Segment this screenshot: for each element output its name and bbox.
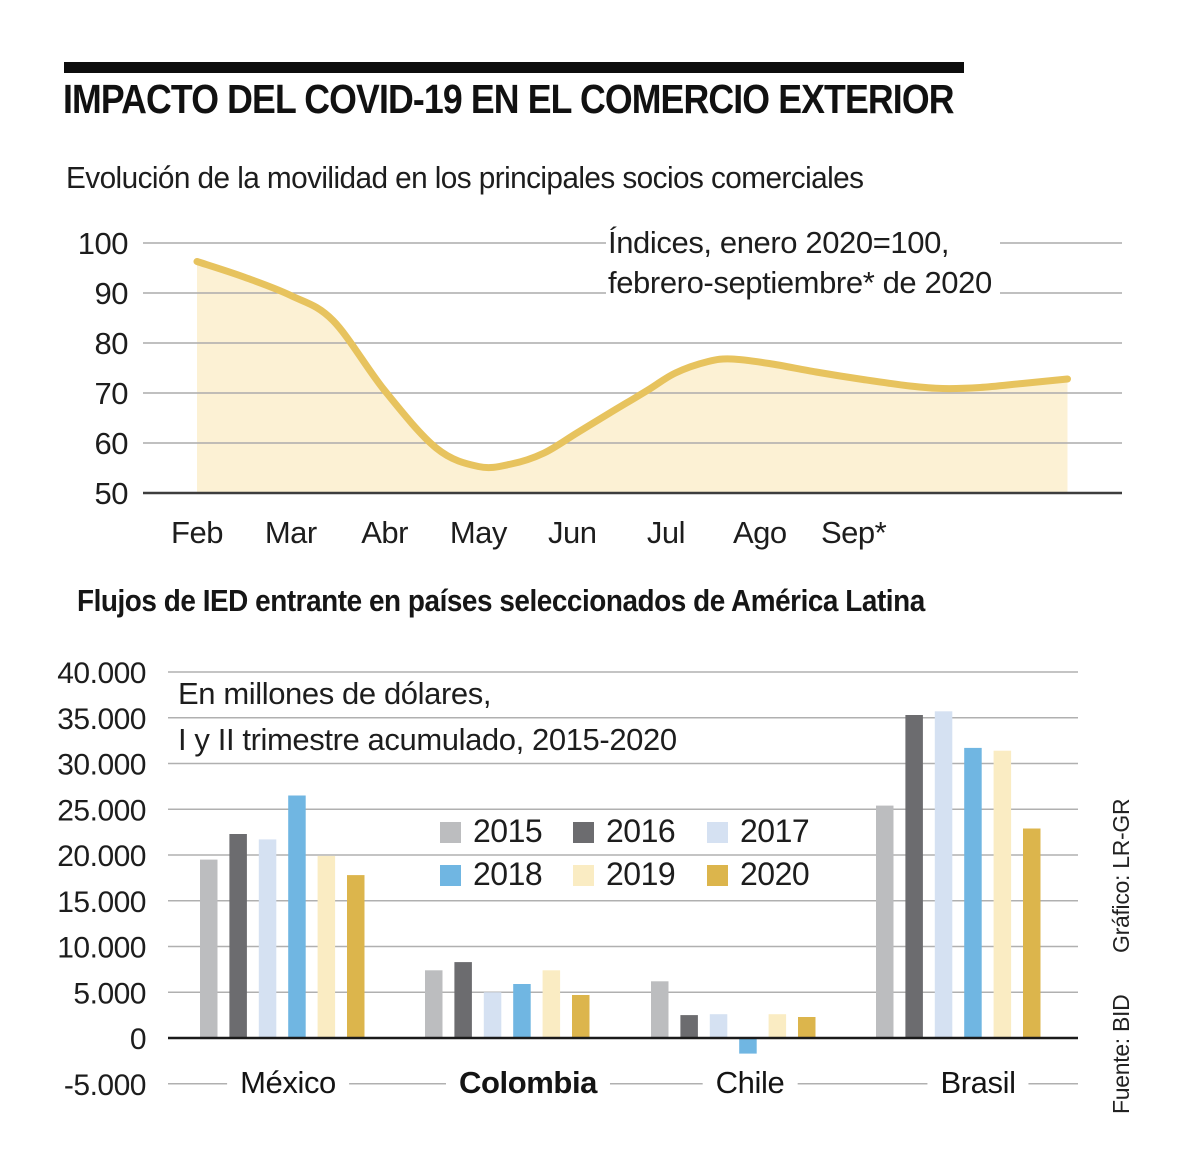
y-tick-label: 15.000	[57, 885, 146, 919]
credit-fuente: Fuente: BID	[1108, 994, 1134, 1114]
x-tick-label: Ago	[732, 515, 787, 550]
mobility-chart-note	[606, 221, 1000, 307]
title-accent-bar	[64, 62, 964, 73]
bar-Colombia-2018	[513, 984, 531, 1038]
mobility-note-line-2: febrero-septiembre* de 2020	[608, 265, 992, 300]
y-tick-label: 70	[94, 376, 128, 411]
bar-Colombia-2016	[454, 962, 472, 1038]
bar-Brasil-2020	[1023, 829, 1041, 1039]
x-tick-label: Mar	[264, 515, 317, 550]
mobility-chart	[0, 220, 1200, 570]
y-tick-label: 100	[77, 226, 128, 261]
bar-Colombia-2020	[572, 995, 590, 1038]
legend-label-2017: 2017	[740, 813, 810, 849]
bar-Colombia-2015	[425, 970, 443, 1038]
bar-Chile-2020	[798, 1017, 816, 1038]
bar-Chile-2018	[739, 1038, 757, 1054]
fdi-note-line-2: I y II trimestre acumulado, 2015-2020	[178, 722, 677, 757]
category-label-Brasil: Brasil	[927, 1064, 1028, 1101]
bar-México-2020	[347, 875, 365, 1038]
x-tick-label: May	[449, 515, 507, 550]
category-label-Colombia: Colombia	[446, 1064, 610, 1101]
bar-Brasil-2019	[994, 751, 1012, 1038]
credit-grafico: Gráfico: LR-GR	[1108, 798, 1134, 953]
mobility-note-line-1: Índices, enero 2020=100,	[608, 225, 950, 260]
legend-label-2016: 2016	[606, 813, 676, 849]
x-tick-label: Jun	[547, 515, 597, 550]
y-tick-label: -5.000	[63, 1068, 146, 1102]
legend-label-2019: 2019	[606, 856, 676, 892]
x-tick-label: Sep*	[820, 515, 887, 550]
bar-Chile-2016	[680, 1015, 698, 1038]
bar-México-2019	[318, 856, 336, 1038]
x-tick-label: Abr	[361, 515, 408, 550]
y-tick-label: 35.000	[57, 702, 146, 736]
y-tick-label: 60	[94, 426, 128, 461]
legend-label-2018: 2018	[473, 856, 543, 892]
bar-Colombia-2019	[543, 970, 561, 1038]
y-tick-label: 0	[129, 1023, 146, 1056]
y-tick-label: 90	[94, 276, 128, 311]
bar-Chile-2017	[710, 1014, 728, 1038]
y-tick-label: 10.000	[57, 931, 146, 965]
fdi-chart-title: Flujos de IED entrante en países seleccionados de América Latina	[77, 583, 925, 618]
fdi-chart-note	[178, 671, 677, 763]
bar-Brasil-2016	[905, 715, 923, 1038]
y-tick-label: 40.000	[57, 657, 146, 690]
legend-label-2020: 2020	[740, 856, 810, 892]
bar-México-2018	[288, 796, 306, 1039]
category-label-Chile: Chile	[703, 1064, 798, 1101]
mobility-chart-title: Evolución de la movilidad en los principales socios comerciales	[66, 160, 864, 195]
legend-label-2015: 2015	[473, 813, 543, 849]
bar-Brasil-2018	[964, 748, 982, 1038]
bar-Chile-2019	[769, 1014, 787, 1038]
bar-México-2016	[229, 834, 247, 1038]
x-tick-label: Feb	[171, 515, 223, 550]
fdi-note-line-1: En millones de dólares,	[178, 676, 492, 711]
y-tick-label: 25.000	[57, 794, 146, 828]
y-tick-label: 30.000	[57, 748, 146, 782]
bar-Brasil-2015	[876, 806, 894, 1038]
category-label-México: México	[227, 1064, 349, 1101]
y-tick-label: 20.000	[57, 840, 146, 873]
bar-México-2015	[200, 860, 218, 1038]
y-tick-label: 80	[94, 326, 128, 361]
y-tick-label: 50	[94, 476, 128, 511]
bar-México-2017	[259, 839, 277, 1038]
bar-Chile-2015	[651, 981, 669, 1038]
bar-Colombia-2017	[484, 992, 502, 1038]
y-tick-label: 5.000	[73, 977, 146, 1011]
main-title: IMPACTO DEL COVID-19 EN EL COMERCIO EXTERIOR	[63, 76, 954, 122]
bar-Brasil-2017	[935, 711, 953, 1038]
x-tick-label: Jul	[646, 515, 686, 550]
